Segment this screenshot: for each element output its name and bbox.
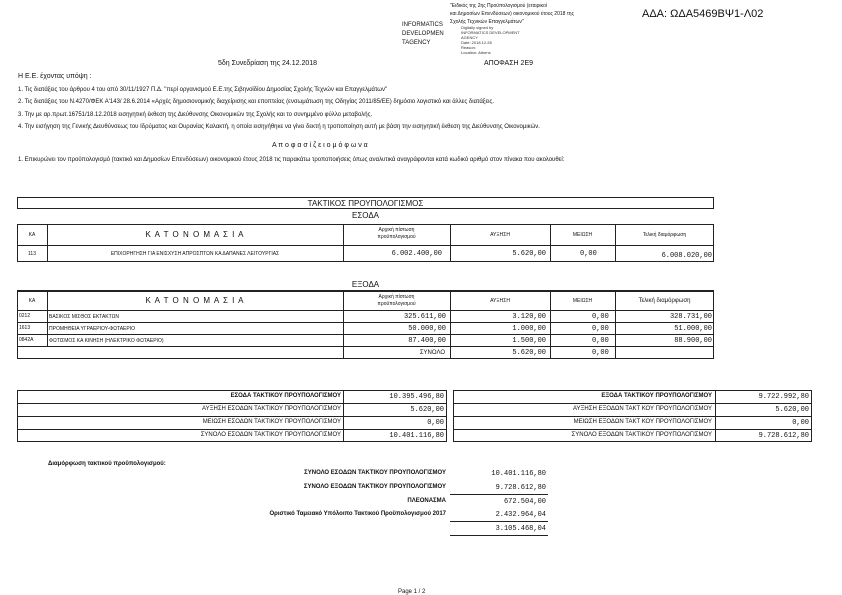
summary-left-value: 0,00 [427, 419, 444, 427]
rev-header-increase: ΑΥΞΗΣΗ [490, 232, 510, 238]
exp-row-code: 0212 [19, 313, 31, 319]
formation-value: 2.432.964,04 [495, 511, 546, 519]
summary-left-label: ΕΣΟΔΑ ΤΑΚΤΙΚΟΥ ΠΡΟΥΠΟΛΟΓΙΣΜΟΥ [230, 393, 341, 399]
exp-row-code: 0842A [19, 337, 34, 343]
rev-row-initial: 6.002.400,00 [391, 250, 442, 258]
ada-number: ΑΔΑ: ΩΔΑ5469ΒΨ1-Λ02 [642, 8, 764, 20]
summary-left-value: 5.620,00 [410, 406, 444, 414]
summary-right-label: ΕΞΟΔΑ ΤΑΚΤΙΚΟΥ ΠΡΟΥΠΟΛΟΓΙΣΜΟΥ [601, 393, 712, 399]
summary-left-value: 10.401.116,80 [389, 432, 444, 440]
header-line-1: "Ειδικός της 2ης Προϋπολογισμού (εταιρικοί [450, 3, 547, 9]
consideration-3: 3. Την με αρ.πρωτ.16751/18.12.2018 εισηγητική έκθεση της Διεύθυνσης Οικονομικών της Σχολής και το συνημμένο φύλλο μεταβολής. [18, 112, 373, 118]
exp-row-name: ΦΩΤΙΣΜΟΣ ΚΑ ΚΙΝΗΣΗ (ΗΛΕΚΤΡΙΚΟ ΦΩΤΑΕΡΙΟ) [49, 338, 164, 344]
summary-right-value: 9.728.612,80 [758, 432, 809, 440]
formation-value: 10.401.116,80 [491, 470, 546, 478]
exp-row-decrease: 0,00 [592, 337, 609, 345]
expenses-title: ΕΞΟΔΑ [351, 280, 380, 289]
exp-row-increase: 1.500,00 [512, 337, 546, 345]
exp-row-increase: 1.000,00 [512, 325, 546, 333]
exp-row-final: 88.900,00 [674, 337, 712, 345]
rev-row-code: 113 [28, 251, 36, 257]
revenue-title: ΕΣΟΔΑ [351, 211, 379, 220]
consideration-4: 4. Την εισήγηση της Γενικής Διευθύνσεως του Ιδρύματος και Ουρανίας Καλακτή, η οποία εισηγήθηκε να γίνει δεκτή η τροποποίηση αυτή με βάση την εισηγητική έκθεση της Διεύθυνσης Οικονομικών. [18, 124, 540, 130]
rev-row-name: ΕΠΙΧΟΡΗΓΗΣΗ ΓΙΑ ΕΝΙΣΧΥΣΗ ΑΠΡΟΣΠΤΩΝ ΚΑ ΔΑΠΑΝΕΣ ΛΕΙΤΟΥΡΓΙΑΣ [110, 251, 280, 257]
budget-title: ΤΑΚΤΙΚΟΣ ΠΡΟΥΠΟΛΟΓΙΣΜΟΣ [17, 197, 714, 209]
exp-row-decrease: 0,00 [592, 313, 609, 321]
exp-row-final: 51.000,00 [674, 325, 712, 333]
exp-total-label: ΣΥΝΟΛΟ [419, 350, 445, 356]
header-line-3: Σχολής Τεχνικών Επαγγελμάτων" [450, 19, 524, 25]
decides-title: Α π ο φ α σ ί ζ ε ι ο μ ό φ ω ν α [272, 142, 368, 149]
exp-row-initial: 325.611,00 [403, 313, 446, 321]
formation-value: 672.504,00 [503, 498, 546, 506]
summary-left-label: ΑΥΞΗΣΗ ΕΣΟΔΩΝ ΤΑΚΤΙΚΟΥ ΠΡΟΥΠΟΛΟΓΙΣΜΟΥ [202, 406, 341, 412]
formation-label: ΣΥΝΟΛΟ ΕΞΟΔΩΝ ΤΑΚΤΙΚΟΥ ΠΡΟΥΠΟΛΟΓΙΣΜΟΥ [303, 484, 446, 490]
exp-row-increase: 3.120,00 [512, 313, 546, 321]
consideration-1: 1. Τις διατάξεις του άρθρου 4 του από 30/11/1927 Π.Δ. "περί οργανισμού Ε.Ε.της Σιβηνοϊδίου Δημοσίας Σχολής Τεχνών και Επαγγελμάτων" [18, 87, 388, 93]
summary-left-label: ΜΕΙΩΣΗ ΕΣΟΔΩΝ ΤΑΚΤΙΚΟΥ ΠΡΟΥΠΟΛΟΓΙΣΜΟΥ [202, 419, 341, 425]
page-footer: Page 1 / 2 [398, 589, 426, 595]
exp-header-final: Τελική διαμόρφωση [638, 298, 691, 304]
summary-left-label: ΣΥΝΟΛΟ ΕΣΟΔΩΝ ΤΑΚΤΙΚΟΥ ΠΡΟΥΠΟΛΟΓΙΣΜΟΥ [200, 432, 341, 438]
rev-row-increase: 5.620,00 [512, 250, 546, 258]
exp-row-name: ΒΑΣΙΚΟΣ ΜΙΣΘΟΣ ΕΚΤΑΚΤΩΝ [49, 314, 119, 320]
exp-header-decrease: ΜΕΙΩΣΗ [572, 298, 593, 304]
consideration-2: 2. Τις διατάξεις του Ν.4270/ΦΕΚ Α'143/ 28.6.2014 «Αρχές δημοσιονομικής διαχείρισης και εποπτείας (ενσωμάτωση της Οδηγίας 2011/85/ΕΕ) δημόσιο λογιστικό και άλλες διατάξεις. [18, 99, 495, 105]
exp-total-decrease: 0,00 [592, 349, 609, 357]
exp-header-increase: ΑΥΞΗΣΗ [490, 298, 510, 304]
formation-label: ΠΛΕΟΝΑΣΜΑ [407, 498, 446, 504]
decides-text: 1. Επικυρώνει τον προϋπολογισμό (τακτικό και Δημοσίων Επενδύσεων) οικονομικού έτους 2018 τις παρακάτω τροποποιήσεις όπως αναλυτικά αναγράφονται κατά κωδικό αριθμό στον πίνακα που ακολουθεί: [18, 157, 565, 163]
formation-value: 9.728.612,80 [495, 484, 546, 492]
exp-row-code: 1613 [19, 325, 31, 331]
formation-value: 3.105.468,04 [495, 525, 546, 533]
exp-row-name: ΠΡΟΜΗΘΕΙΑ ΥΓΡΑΕΡΙΟΥ-ΦΩΤΑΕΡΙΟ [49, 326, 135, 332]
rev-header-ka: ΚΑ [28, 232, 36, 238]
summary-right-label: ΑΥΞΗΣΗ ΕΞΟΔΩΝ ΤΑΚΤ ΚΟΥ ΠΡΟΥΠΟΛΟΓΙΣΜΟΥ [572, 406, 712, 412]
formation-label: Οριστικό Ταμειακό Υπόλοιπο Τακτικού Προϋπολογισμού 2017 [269, 511, 446, 517]
summary-right-value: 9.722.992,80 [758, 393, 809, 401]
exp-header-ka: ΚΑ [28, 298, 36, 304]
rev-row-final: 6.008.020,00 [661, 252, 712, 260]
exp-row-final: 328.731,00 [669, 313, 712, 321]
meeting-date: 5δη Συνεδρίαση της 24.12.2018 [218, 60, 318, 67]
rev-header-initial: Αρχική πίστωση προϋπολογισμού [377, 227, 416, 240]
exp-total-increase: 5.620,00 [512, 349, 546, 357]
header-line-2: και Δημοσίων Επενδύσεων) οικονομικού έτους 2018 της [450, 11, 574, 17]
digital-signature: Digitally signed by INFORMATICS DEVELOPMENT AGENCY Date: 2018.12.28 Reason: Location: Athens [461, 25, 520, 55]
signature-agency: INFORMATICS DEVELOPMEN TAGENCY [402, 22, 444, 46]
formation-title: Διαμόρφωση τακτικού προϋπολογισμού: [48, 461, 166, 467]
summary-right-value: 0,00 [792, 419, 809, 427]
rev-header-name: Κ Α Τ Ο Ν Ο Μ Α Σ Ι Α [145, 230, 245, 239]
intro-text: Η Ε.Ε. έχοντας υπόψη : [18, 73, 92, 80]
exp-row-initial: 50.000,00 [408, 325, 446, 333]
exp-header-name: Κ Α Τ Ο Ν Ο Μ Α Σ Ι Α [145, 296, 245, 305]
formation-label: ΣΥΝΟΛΟ ΕΣΟΔΩΝ ΤΑΚΤΙΚΟΥ ΠΡΟΥΠΟΛΟΓΙΣΜΟΥ [304, 470, 446, 476]
summary-right-label: ΣΥΝΟΛΟ ΕΞΟΔΩΝ ΤΑΚΤΙΚΟΥ ΠΡΟΥΠΟΛΟΓΙΣΜΟΥ [571, 432, 712, 438]
exp-row-decrease: 0,00 [592, 325, 609, 333]
rev-header-decrease: ΜΕΙΩΣΗ [572, 232, 593, 238]
rev-row-decrease: 0,00 [580, 250, 597, 258]
exp-header-initial: Αρχική πίστωση προϋπολογισμού [377, 294, 416, 307]
summary-left-value: 10.395.496,80 [389, 393, 444, 401]
summary-right-value: 5.620,00 [775, 406, 809, 414]
exp-row-initial: 87.400,00 [408, 337, 446, 345]
summary-right-label: ΜΕΙΩΣΗ ΕΞΟΔΩΝ ΤΑΚΤ ΚΟΥ ΠΡΟΥΠΟΛΟΓΙΣΜΟΥ [573, 419, 712, 425]
rev-header-final: Τελική διαμόρφωση [642, 232, 687, 238]
decision-number: ΑΠΟΦΑΣΗ 2Ε9 [484, 60, 534, 67]
